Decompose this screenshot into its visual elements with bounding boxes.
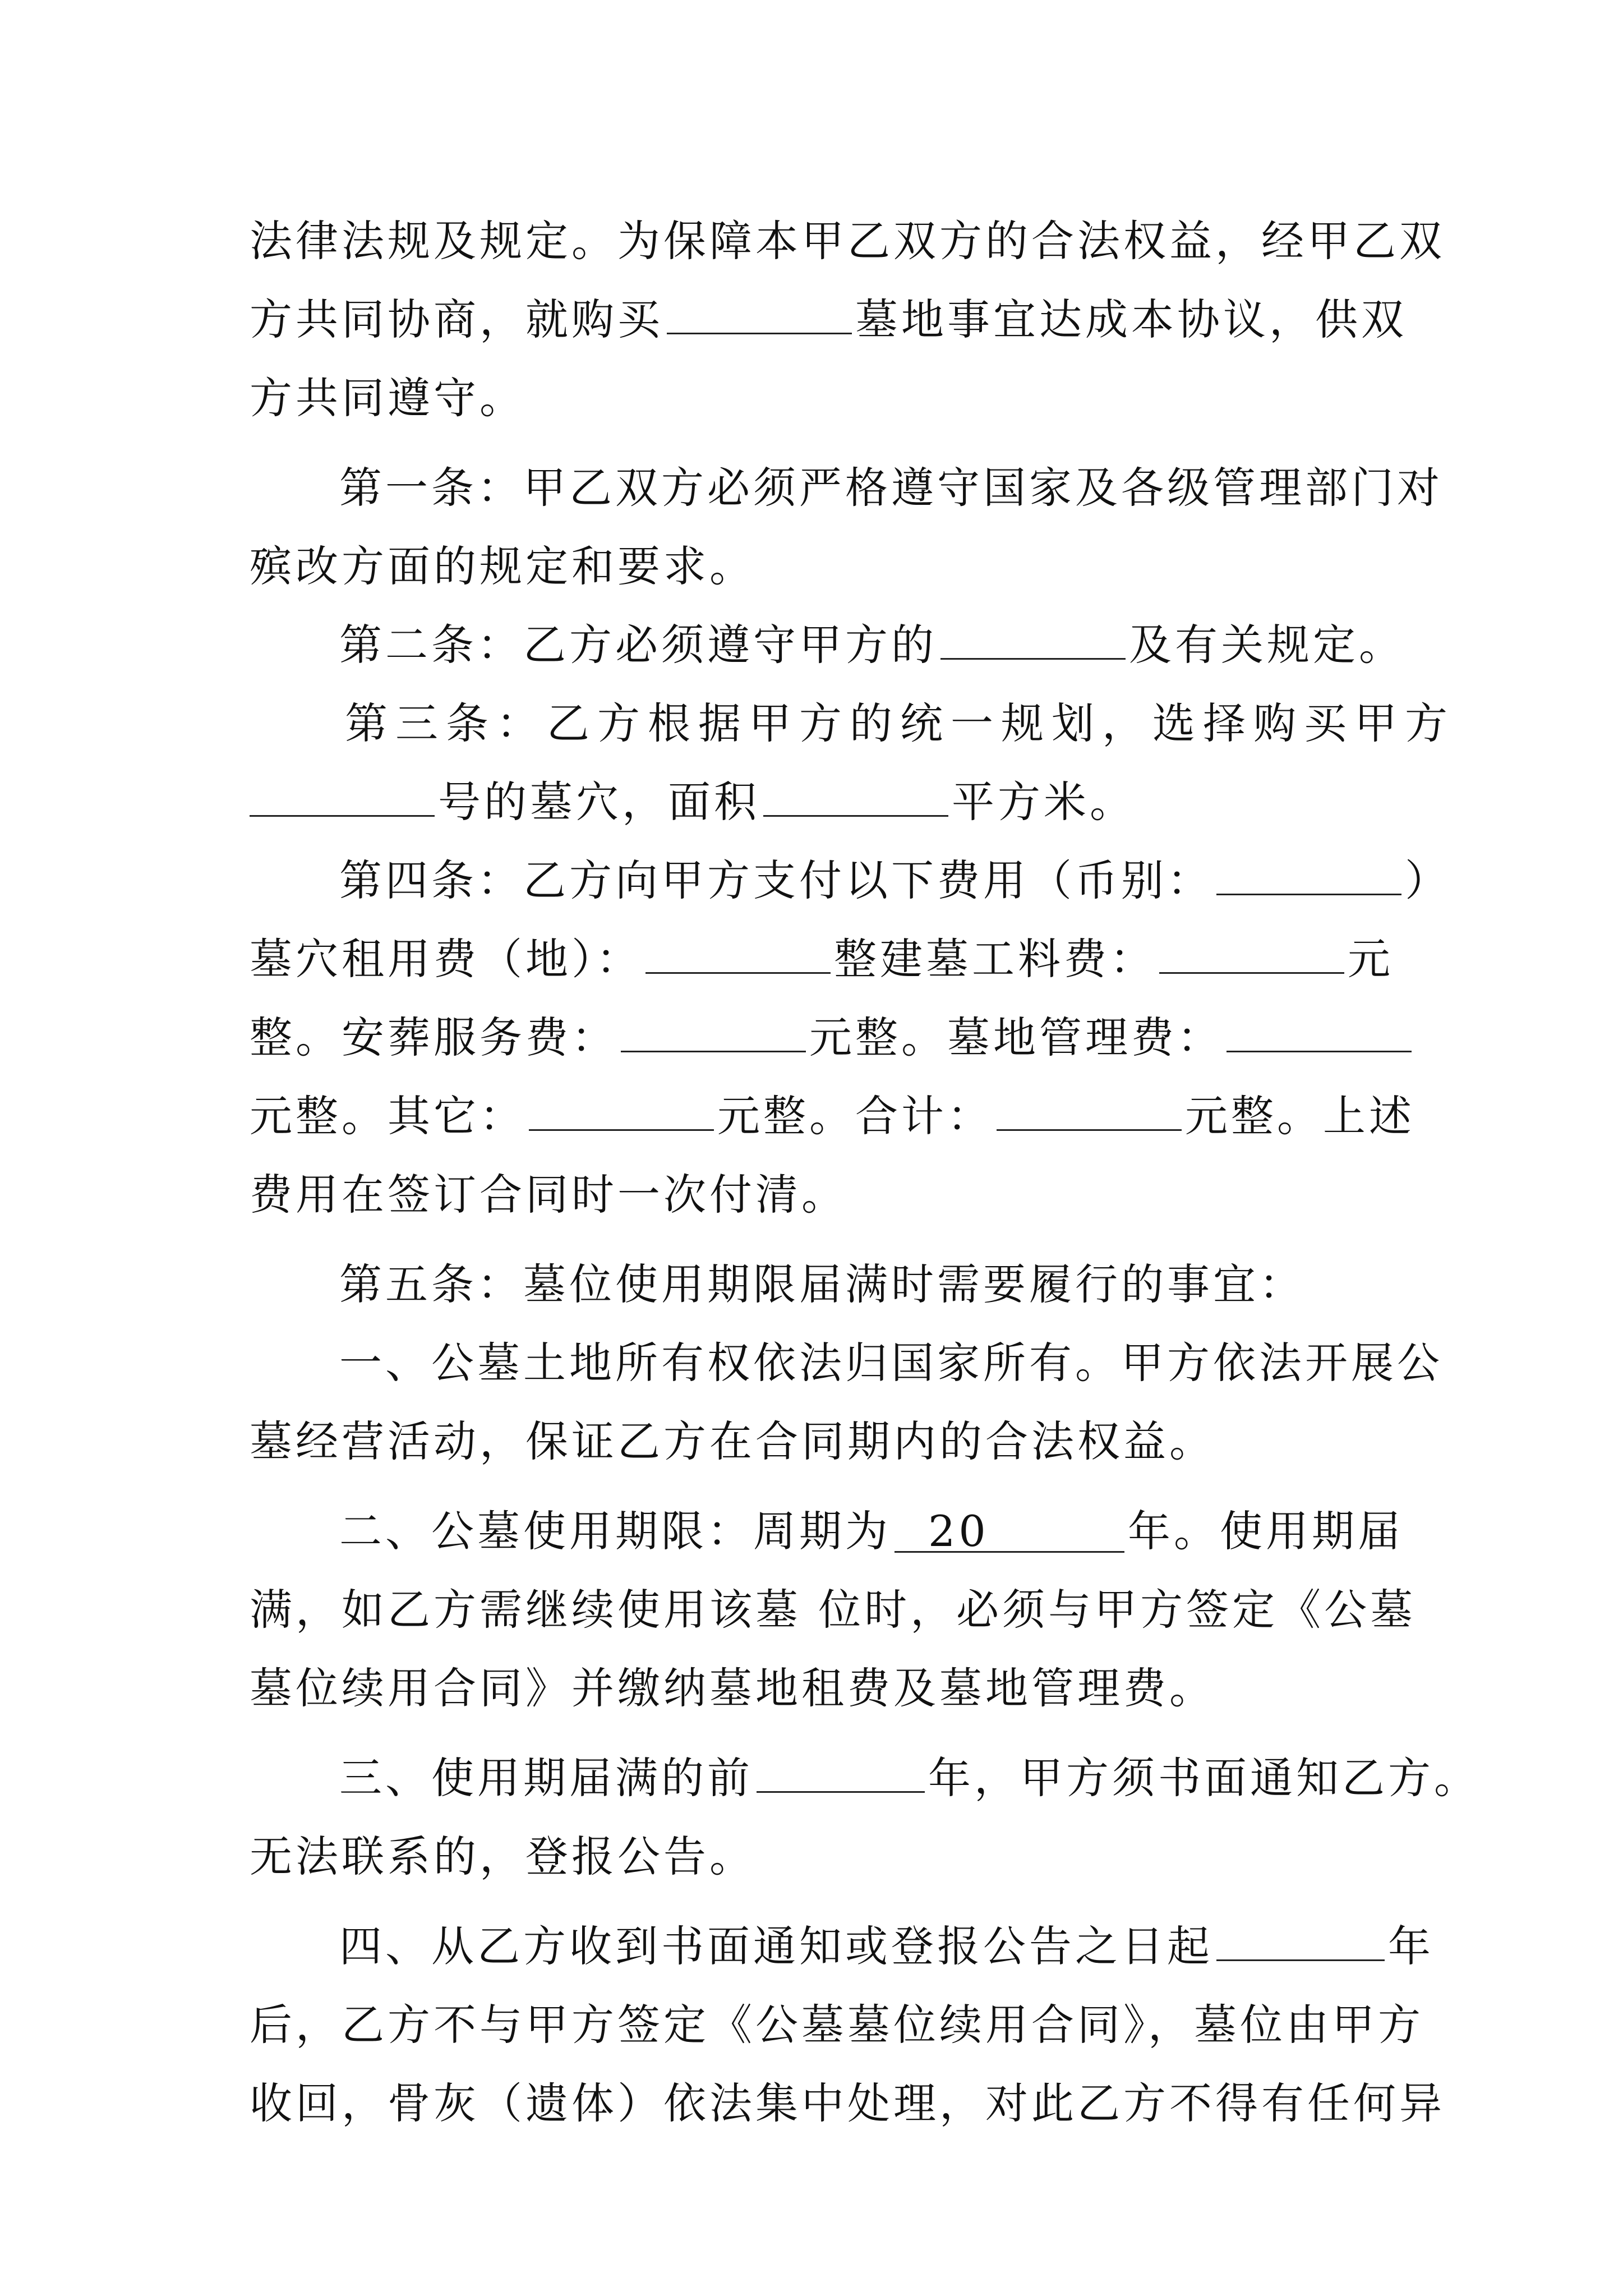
text: 元 [1348, 934, 1394, 984]
text-line [250, 1077, 1415, 1156]
text-line [250, 1649, 1396, 1728]
text: 后，乙方不与甲方签定《公墓墓位续用合同》，墓位由甲方 [250, 2000, 1424, 2050]
text: 收回，骨灰（遗体）依法集中处理，对此乙方不得有任何异 [250, 2078, 1445, 2128]
text: 一、公墓土地所有权依法归国家所有。甲方依法开展公 [339, 1338, 1443, 1388]
blank-field-cemetery[interactable] [667, 298, 852, 334]
blank-field-total-fee[interactable] [997, 1094, 1182, 1131]
text: 第五条：墓位使用期限届满时需要履行的事宜： [339, 1259, 1305, 1309]
text: 二、公墓使用期限：周期为 [339, 1506, 891, 1556]
text-line [250, 1402, 1396, 1481]
text: 元整。其它： [250, 1091, 525, 1141]
text: 第一条：甲乙双方必须严格遵守国家及各级管理部门对 [339, 463, 1443, 513]
blank-field-regulation[interactable] [940, 623, 1126, 660]
text: 法律法规及规定。为保障本甲乙双方的合法权益，经甲乙双 [250, 216, 1445, 266]
text: 第三条：乙方根据甲方的统一规划，选择购买甲方 [345, 698, 1455, 748]
text-line [250, 763, 1396, 841]
text: 第二条：乙方必须遵守甲方的 [339, 620, 937, 670]
text: ） [1405, 855, 1451, 905]
text: 年。使用期届 [1128, 1506, 1404, 1556]
document-body [250, 202, 1480, 2143]
text: 年 [1388, 1921, 1434, 1971]
text: 墓地事宜达成本协议，供双 [855, 295, 1407, 344]
text: 元整。墓地管理费： [809, 1013, 1223, 1062]
blank-field-management-fee[interactable] [1227, 1016, 1412, 1052]
text: 方共同遵守。 [250, 373, 525, 423]
clause-1-line [250, 1324, 1443, 1402]
text: 墓经营活动，保证乙方在合同期内的合法权益。 [250, 1416, 1215, 1466]
text: 四、从乙方收到书面通知或登报公告之日起 [339, 1921, 1213, 1971]
text: 号的墓穴，面积 [438, 777, 760, 827]
blank-field-grace-years[interactable] [1216, 1925, 1385, 1961]
article-3-line [250, 684, 1455, 763]
text-line [250, 2064, 1445, 2143]
text-line [250, 527, 1396, 606]
text: 元整。上述 [1185, 1091, 1415, 1141]
text: 整。安葬服务费： [250, 1013, 617, 1062]
text: 墓穴租用费（地）： [250, 934, 642, 984]
text-line [250, 1571, 1417, 1649]
text: 平方米。 [952, 777, 1136, 827]
text-line [250, 999, 1396, 1077]
article-2-line [250, 606, 1405, 684]
text: 三、使用期届满的前 [339, 1753, 753, 1803]
text-line [250, 202, 1445, 280]
text: 无法联系的，登报公告。 [250, 1832, 755, 1881]
text: 方共同协商，就购买 [250, 295, 663, 344]
blank-field-construction-fee[interactable] [1159, 937, 1344, 974]
text: 及有关规定。 [1129, 620, 1405, 670]
text-line [250, 359, 1396, 438]
clause-4-line [250, 1907, 1434, 1986]
text: 满，如乙方需继续使用该墓 位时，必须与甲方签定《公墓 [250, 1585, 1417, 1635]
text: 墓位续用合同》并缴纳墓地租费及墓地管理费。 [250, 1663, 1215, 1713]
text: 第四条：乙方向甲方支付以下费用（币别： [339, 855, 1213, 905]
blank-field-other-fee[interactable] [529, 1094, 714, 1131]
text: 元整。合计： [717, 1091, 993, 1141]
text-line [250, 1818, 1396, 1896]
text-line [250, 1986, 1424, 2064]
blank-field-period[interactable]: 20 [895, 1512, 1124, 1553]
blank-field-currency[interactable] [1216, 859, 1401, 895]
text: 殡改方面的规定和要求。 [250, 541, 755, 591]
blank-field-notice-years[interactable] [757, 1756, 925, 1793]
article-1-line [250, 449, 1443, 527]
article-4-line [250, 841, 1451, 920]
text: 年，甲方须书面通知乙方。 [928, 1753, 1480, 1803]
clause-3-line [250, 1739, 1480, 1818]
text-line [250, 1156, 1396, 1234]
text-line [250, 920, 1396, 999]
blank-field-burial-fee[interactable] [621, 1016, 806, 1052]
text: 费用在签订合同时一次付清。 [250, 1170, 847, 1220]
clause-2-line [250, 1492, 1404, 1571]
blank-field-plot-number[interactable] [250, 780, 435, 817]
text: 整建墓工料费： [834, 934, 1156, 984]
article-5-line [250, 1245, 1396, 1324]
blank-field-area[interactable] [763, 780, 948, 817]
text-line [250, 280, 1407, 359]
blank-field-rent-fee[interactable] [645, 937, 831, 974]
